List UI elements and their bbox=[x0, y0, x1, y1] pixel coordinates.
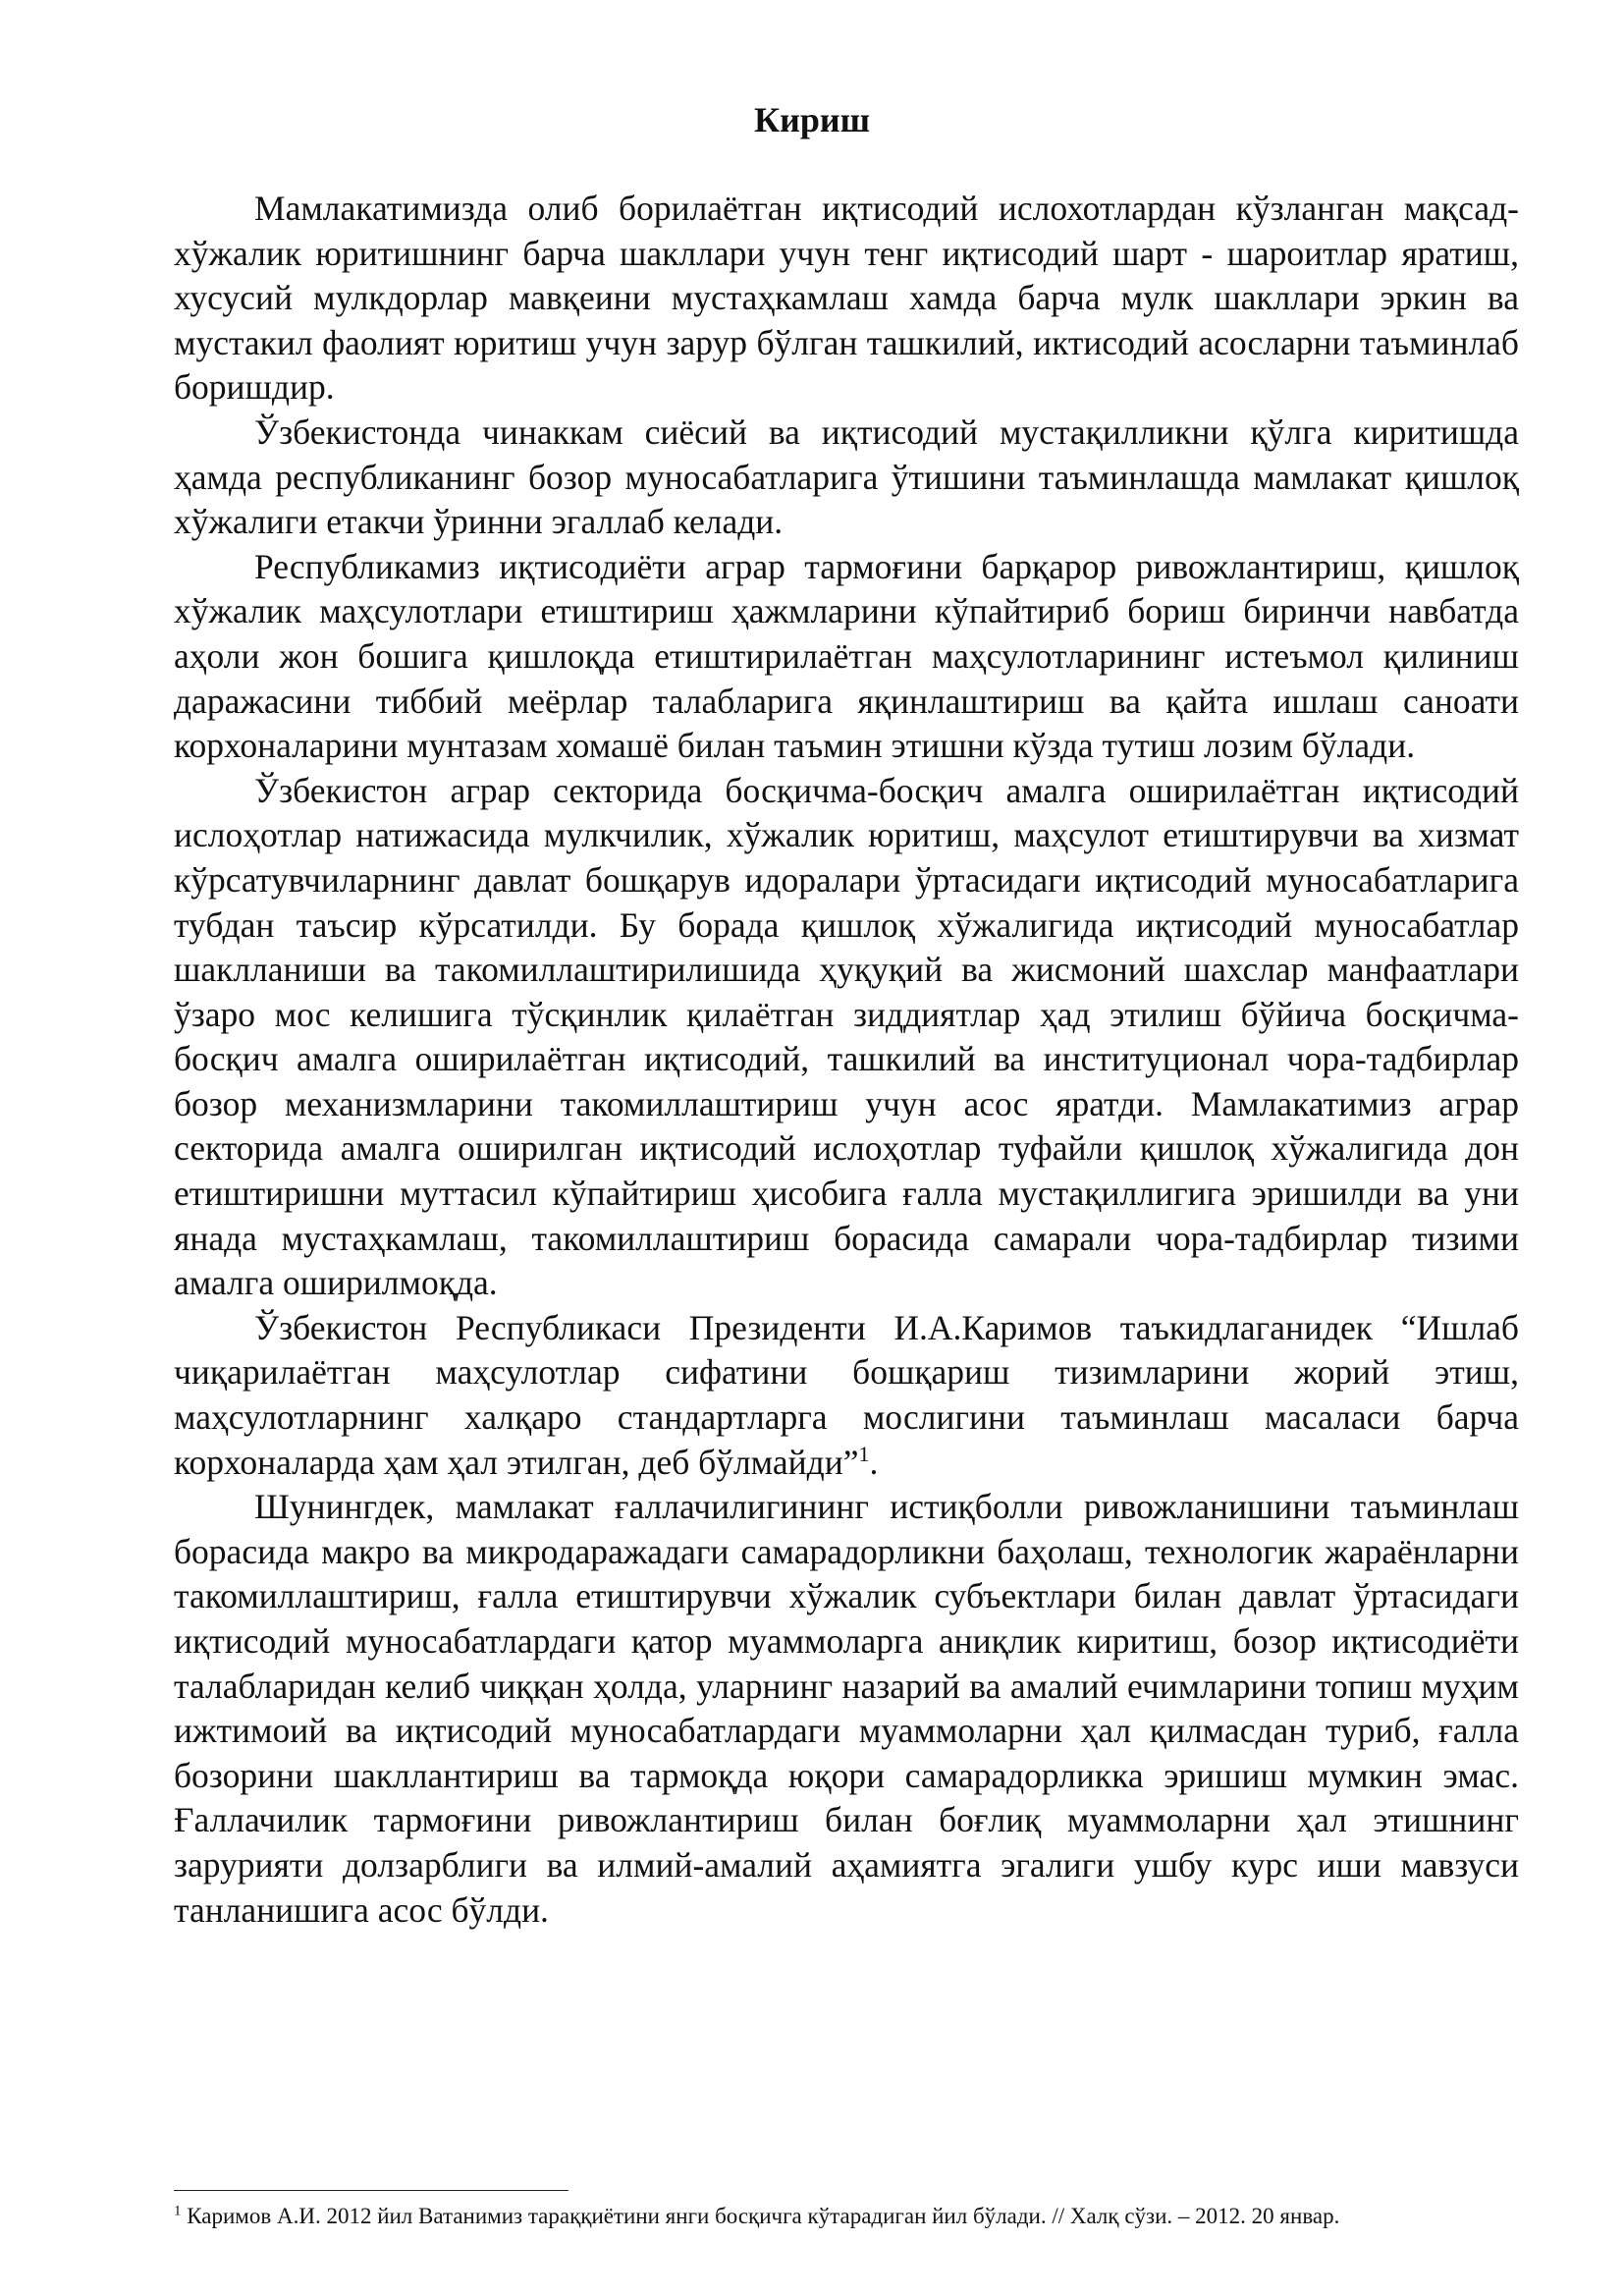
quote-end: . bbox=[869, 1442, 879, 1482]
quote-text: Ўзбекистон Республикаси Президенти И.А.Каримов таъкидлаганидек “Ишлаб чиқарилаётган маҳсулотлар сифатини бошқариш тизимларини жорий этиш, маҳсулотларнинг халқаро стандартларга мослигини таъминлаш масаласи барча корхоналарда ҳам ҳал этилган, деб бўлмайди” bbox=[174, 1307, 1519, 1482]
body-text bbox=[174, 187, 1519, 1933]
footnote-reference[interactable]: 1 bbox=[858, 1441, 870, 1466]
paragraph-5-quote bbox=[174, 1306, 1519, 1485]
paragraph-3: Республикамиз иқтисодиёти аграр тармоғини барқарор ривожлантириш, қишлоқ хўжалик маҳсулотлари етиштириш ҳажмларини кўпайтириб бориш биринчи навбатда аҳоли жон бошига қишлоқда етиштирилаётган маҳсулотларининг истеъмол қилиниш даражасини тиббий меёрлар талабларига яқинлаштириш ва қайта ишлаш саноати корхоналарини мунтазам хомашё билан таъмин этишни кўзда тутиш лозим бўлади. bbox=[174, 546, 1519, 766]
footnote-divider bbox=[174, 2190, 568, 2191]
paragraph-2: Ўзбекистонда чинаккам сиёсий ва иқтисодий мустақилликни қўлга киритишда ҳамда республиканинг бозор муносабатларига ўтишини таъминлашда мамлакат қишлоқ хўжалиги етакчи ўринни эгаллаб келади. bbox=[174, 411, 1519, 542]
paragraph-4: Ўзбекистон аграр секторида босқичма-босқич амалга оширилаётган иқтисодий ислоҳотлар натижасида мулкчилик, хўжалик юритиш, маҳсулот етиштирувчи ва хизмат кўрсатувчиларнинг давлат бошқарув идоралари ўртасидаги иқтисодий муносабатларига тубдан таъсир кўрсатилди. Бу борада қишлоқ хўжалигида иқтисодий муносабатлар шаклланиши ва такомиллаштирилишида ҳуқуқий ва жисмоний шахслар манфаатлари ўзаро мос келишига тўсқинлик қилаётган зиддиятлар ҳад этилиш бўйича босқичма-босқич амалга оширилаётган иқтисодий, ташкилий ва институционал чора-тадбирлар бозор механизмларини такомиллаштириш учун асос яратди. Мамлакатимиз аграр секторида амалга оширилган иқтисодий ислоҳотлар туфайли қишлоқ хўжалигида дон етиштиришни муттасил кўпайтириш ҳисобига ғалла мустақиллигига эришилди ва уни янада мустаҳкамлаш, такомиллаштириш борасида самарали чора-тадбирлар тизими амалга оширилмоқда. bbox=[174, 770, 1519, 1303]
page-title: Кириш bbox=[753, 100, 870, 139]
paragraph-6: Шунингдек, мамлакат ғаллачилигининг истиқболли ривожланишини таъминлаш борасида макро ва микродаражадаги самарадорликни баҳолаш, технологик жараёнларни такомиллаштириш, ғалла етиштирувчи хўжалик субъектлари билан давлат ўртасидаги иқтисодий муносабатлардаги қатор муаммоларга аниқлик киритиш, бозор иқтисодиёти талабларидан келиб чиққан ҳолда, уларнинг назарий ва амалий ечимларини топиш муҳим ижтимоий ва иқтисодий муносабатлардаги муаммоларни ҳал қилмасдан туриб, ғалла бозорини шакллантириш ва тармоқда юқори самарадорликка эришиш мумкин эмас. Ғаллачилик тармоғини ривожлантириш билан боғлиқ муаммоларни ҳал этишнинг зарурияти долзарблиги ва илмий-амалий аҳамиятга эгалиги ушбу курс иши мавзуси танланишига асос бўлди. bbox=[174, 1487, 1519, 1930]
footnote-marker: 1 bbox=[174, 2203, 182, 2219]
footnote bbox=[174, 2200, 1519, 2232]
footnote-text: Каримов А.И. 2012 йил Ватанимиз тараққиётини янги босқичга кўтарадиган йил бўлади. // Халқ сўзи. – 2012. 20 январ. bbox=[181, 2204, 1340, 2228]
paragraph-1: Мамлакатимизда олиб борилаётган иқтисодий ислохотлардан кўзланган мақсад-хўжалик юритишнинг барча шакллари учун тенг иқтисодий шарт - шароитлар яратиш, хусусий мулкдорлар мавқеини мустаҳкамлаш хамда барча мулк шакллари эркин ва мустакил фаолият юритиш учун зарур бўлган ташкилий, иктисодий асосларни таъминлаб боришдир. bbox=[174, 189, 1519, 408]
